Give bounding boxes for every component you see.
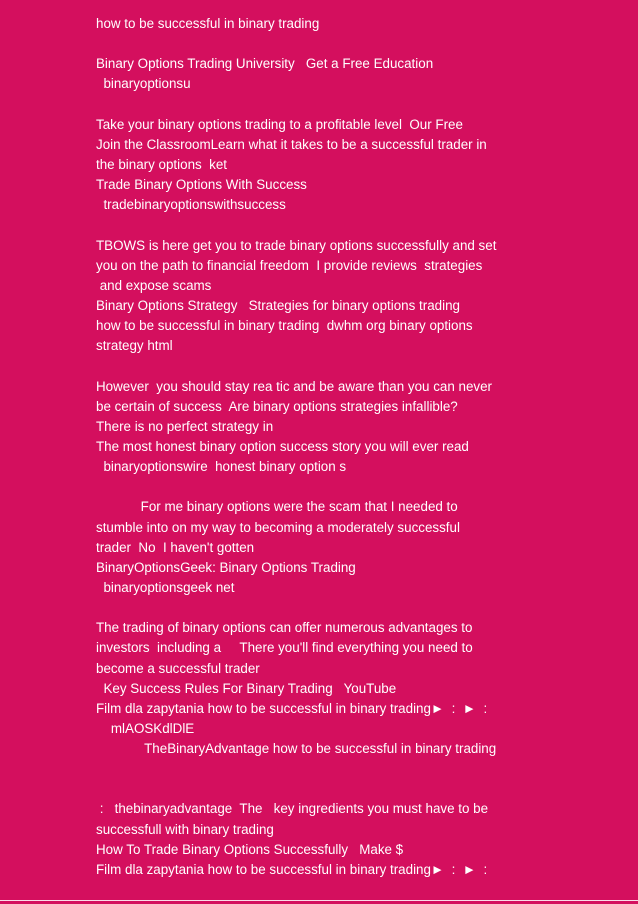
document-page — [96, 14, 556, 880]
paragraph-spacer — [96, 95, 556, 115]
text-line: become a successful trader — [96, 660, 260, 676]
text-line: : thebinaryadvantage The key ingredients you must have to be — [96, 801, 489, 817]
paragraph-block — [96, 618, 556, 759]
paragraph-spacer — [96, 759, 556, 779]
text-line: binaryoptionsgeek net — [96, 579, 235, 595]
text-line: However you should stay rea tic and be aware than you can never — [96, 378, 492, 394]
page-bottom-divider — [0, 900, 638, 901]
text-line: binaryoptionswire honest binary option s — [96, 459, 347, 475]
paragraph-block — [96, 236, 556, 357]
text-line: how to be successful in binary trading — [96, 16, 320, 31]
paragraph-block — [96, 14, 556, 34]
text-line: how to be successful in binary trading dwhm org binary options — [96, 318, 473, 334]
text-line: investors including a There you'll find everything you need to — [96, 640, 473, 656]
paragraph-block — [96, 799, 556, 880]
text-line: Film dla zapytania how to be successful in binary trading► : ► : — [96, 861, 488, 877]
text-line: TBOWS is here get you to trade binary options successfully and set — [96, 237, 497, 253]
text-line: For me binary options were the scam that I needed to — [96, 499, 458, 515]
paragraph-block — [96, 497, 556, 598]
text-line: you on the path to financial freedom I provide reviews strategies — [96, 257, 483, 273]
text-line: strategy html — [96, 338, 173, 354]
text-line: The most honest binary option success story you will ever read — [96, 438, 469, 454]
paragraph-spacer — [96, 356, 556, 376]
text-line: successfull with binary trading — [96, 821, 274, 837]
text-line: and expose scams — [96, 277, 212, 293]
paragraph-block — [96, 377, 556, 478]
paragraph-spacer — [96, 779, 556, 799]
text-line: Key Success Rules For Binary Trading YouTube — [96, 680, 397, 696]
text-line: Binary Options Strategy Strategies for binary options trading — [96, 297, 460, 313]
paragraph-spacer — [96, 215, 556, 235]
paragraph-block — [96, 115, 556, 216]
text-line: be certain of success Are binary options strategies infallible? — [96, 398, 458, 414]
paragraph-block — [96, 54, 556, 94]
paragraph-spacer — [96, 34, 556, 54]
text-line: BinaryOptionsGeek: Binary Options Trading — [96, 559, 356, 575]
text-line: Trade Binary Options With Success — [96, 177, 307, 193]
paragraph-spacer — [96, 598, 556, 618]
text-line: stumble into on my way to becoming a moderately successful — [96, 519, 460, 535]
text-line: Join the ClassroomLearn what it takes to be a successful trader in — [96, 136, 487, 152]
text-line: Take your binary options trading to a profitable level Our Free — [96, 116, 463, 132]
text-line: The trading of binary options can offer numerous advantages to — [96, 620, 473, 636]
paragraph-spacer — [96, 477, 556, 497]
text-line: How To Trade Binary Options Successfully Make $ — [96, 841, 404, 857]
text-line: tradebinaryoptionswithsuccess — [96, 197, 286, 213]
text-line: Film dla zapytania how to be successful in binary trading► : ► : — [96, 700, 488, 716]
text-line: TheBinaryAdvantage how to be successful in binary trading — [96, 741, 497, 757]
text-line: trader No I haven't gotten — [96, 539, 255, 555]
text-line: mlAOSKdlDlE — [96, 720, 195, 736]
text-line: There is no perfect strategy in — [96, 418, 274, 434]
text-line: the binary options ket — [96, 156, 228, 172]
text-line: binaryoptionsu — [96, 76, 191, 92]
text-line: Binary Options Trading University Get a Free Education — [96, 56, 434, 72]
